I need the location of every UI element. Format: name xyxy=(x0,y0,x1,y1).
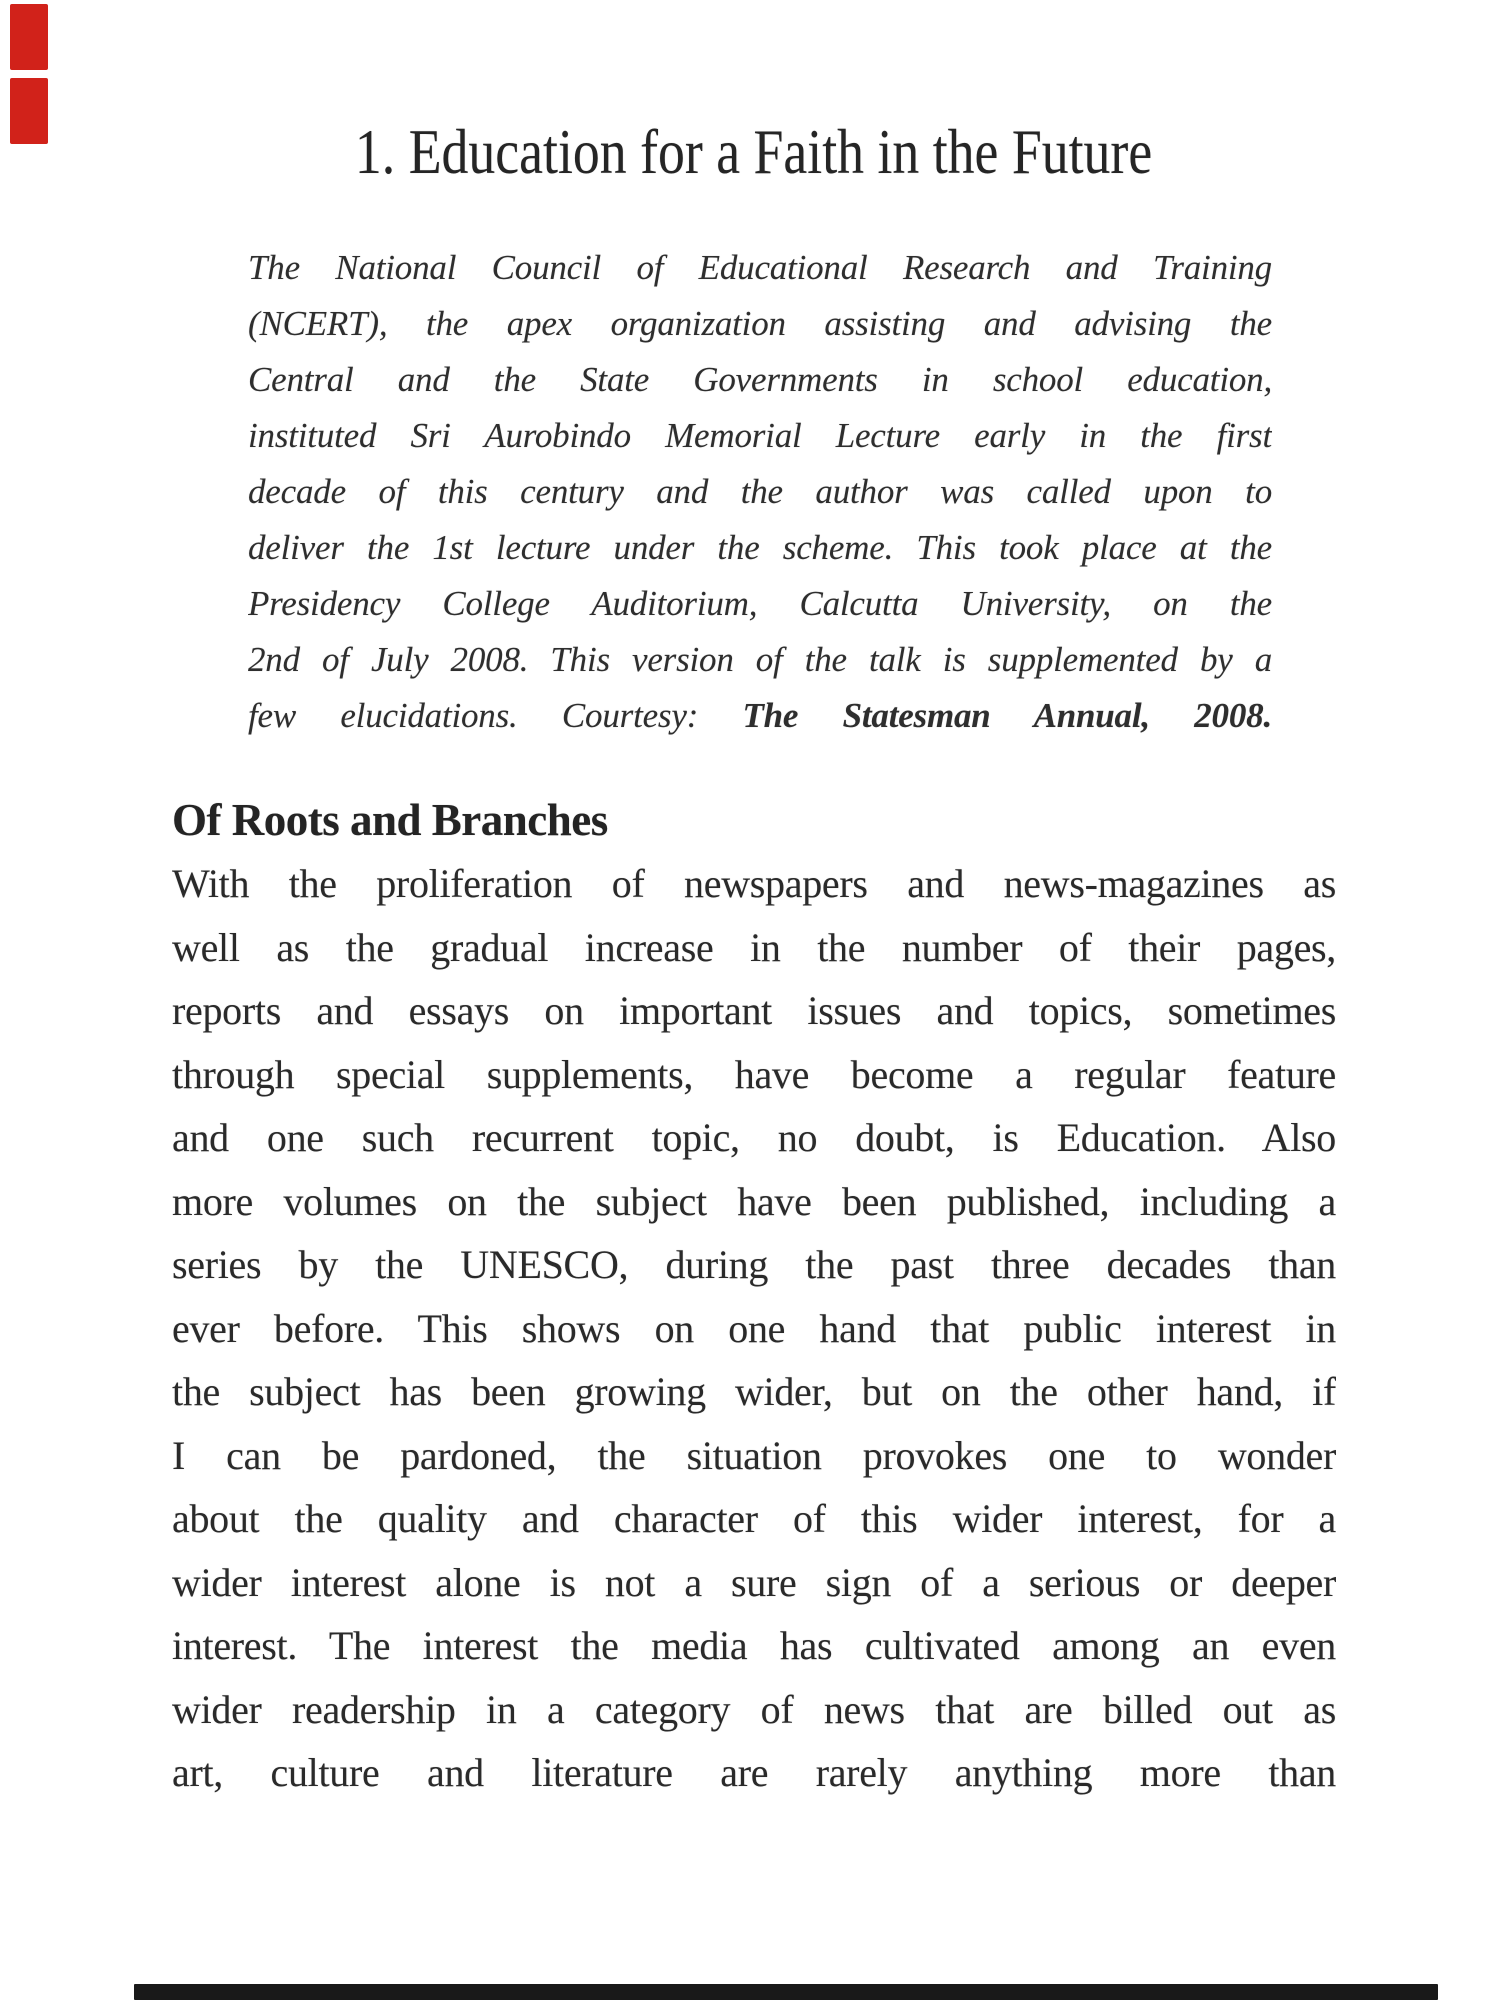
body-line: art, culture and literature are rarely anything more than xyxy=(172,1750,1336,1795)
intro-courtesy-normal: few elucidations. Courtesy: xyxy=(248,696,743,735)
chapter-title: 1. Education for a Faith in the Future xyxy=(355,116,1153,187)
body-line: wider interest alone is not a sure sign of a serious or deeper xyxy=(172,1559,1336,1605)
section-heading: Of Roots and Branches xyxy=(172,795,608,845)
intro-paragraph xyxy=(248,240,1272,744)
body-line: more volumes on the subject have been published, including a xyxy=(172,1178,1336,1224)
body-line: through special supplements, have become a regular feature xyxy=(172,1051,1336,1097)
intro-line: deliver the 1st lecture under the scheme. This took place at the xyxy=(248,528,1272,567)
body-line: and one such recurrent topic, no doubt, is Education. Also xyxy=(172,1115,1336,1160)
intro-courtesy-line xyxy=(248,688,1272,744)
intro-line: decade of this century and the author was called upon to xyxy=(248,472,1272,511)
intro-line: 2nd of July 2008. This version of the talk is supplemented by a xyxy=(248,640,1272,679)
body-line: well as the gradual increase in the number of their pages, xyxy=(172,924,1336,970)
intro-line: The National Council of Educational Research and Training xyxy=(248,248,1272,287)
chapter-title-row xyxy=(172,112,1336,192)
scan-artifact-red-mark-bottom xyxy=(10,78,48,144)
body-line: series by the UNESCO, during the past three decades than xyxy=(172,1242,1336,1287)
body-line: I can be pardoned, the situation provokes one to wonder xyxy=(172,1432,1336,1478)
scan-artifact-red-mark-top xyxy=(10,4,48,70)
body-line: interest. The interest the media has cultivated among an even xyxy=(172,1623,1336,1668)
intro-line: instituted Sri Aurobindo Memorial Lecture early in the first xyxy=(248,416,1272,455)
intro-line: Presidency College Auditorium, Calcutta University, on the xyxy=(248,584,1272,623)
body-line: With the proliferation of newspapers and news-magazines as xyxy=(172,861,1336,906)
body-line: wider readership in a category of news that are billed out as xyxy=(172,1686,1336,1732)
intro-line: (NCERT), the apex organization assisting and advising the xyxy=(248,304,1272,343)
body-line: the subject has been growing wider, but on the other hand, if xyxy=(172,1369,1336,1414)
body-line: about the quality and character of this wider interest, for a xyxy=(172,1496,1336,1541)
body-line: ever before. This shows on one hand that public interest in xyxy=(172,1305,1336,1351)
body-paragraph xyxy=(172,852,1336,1805)
intro-courtesy-bold: The Statesman Annual, 2008. xyxy=(742,696,1272,735)
intro-line: Central and the State Governments in school education, xyxy=(248,360,1272,399)
scan-artifact-bottom-bar xyxy=(134,1984,1438,2000)
body-line: reports and essays on important issues and topics, sometimes xyxy=(172,988,1336,1033)
